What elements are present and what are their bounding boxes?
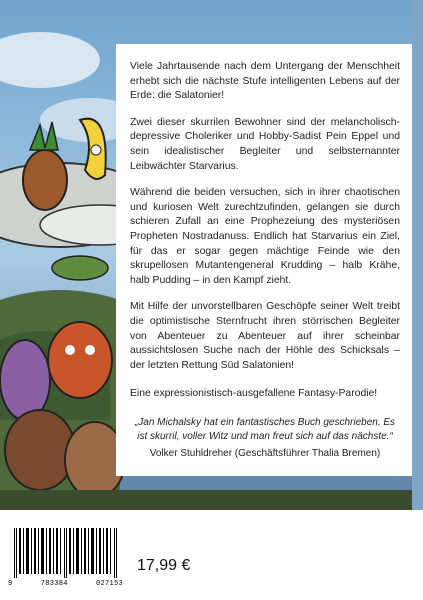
blurb-panel [116, 44, 412, 476]
blurb-paragraph-4: Mit Hilfe der unvorstellbaren Geschöpfe seiner Welt treibt die optimistische Sternfrucht ihren störrischen Begleiter von Abenteuer zu Abenteuer auf ihrer scheinbar aussichtslosen Suche nach der Höhle des Schicksals – der letzten Rettung Süd Salatonien! [130, 301, 400, 371]
blurb-paragraph-3: Während die beiden versuchen, sich in ihrer chaotischen und kuriosen Welt zurechtzufinden, gelangen sie durch schieren Zufall an eine Prophezeiung des mysteriösen Propheten Nostradanuss. Endlich hat Starvarius ein Ziel, für das er sogar gegen mächtige Feinde wie den skrupellosen Mutantengeneral Krudding – halb Krähe, halb Pudding – in den Kampf zieht. [130, 187, 400, 286]
tagline: Eine expressionistisch-ausgefallene Fantasy-Parodie! [130, 388, 378, 400]
isbn-digit-group: 783384 [40, 580, 68, 588]
barcode-bars [8, 528, 123, 578]
review-author: Volker Stuhldreher (Geschäftsführer Thalia Bremen) [149, 447, 381, 459]
blurb-paragraph-2: Zwei dieser skurrilen Bewohner sind der melancholisch-depressive Choleriker und Hobby-Sadist Pein Eppel und sein idealistischer Begleiter und selbsternannter Leibwächter Starvarius. [130, 116, 400, 172]
isbn-digits [8, 580, 123, 588]
barcode-icon [8, 528, 123, 588]
isbn-digit-group: 027153 [95, 580, 123, 588]
price-label: 17,99 € [137, 557, 191, 574]
blurb-paragraph-1: Viele Jahrtausende nach dem Untergang der Menschheit erhebt sich die nächste Stufe intelligenten Lebens auf der Erde: die Salatonier! [130, 61, 400, 102]
review-quote: „Jan Michalsky hat ein fantastisches Buch geschrieben. Es ist skurril, voller Witz und man freut sich auf das nächste.“ [134, 416, 396, 442]
isbn-digit-group: 9 [8, 580, 13, 588]
